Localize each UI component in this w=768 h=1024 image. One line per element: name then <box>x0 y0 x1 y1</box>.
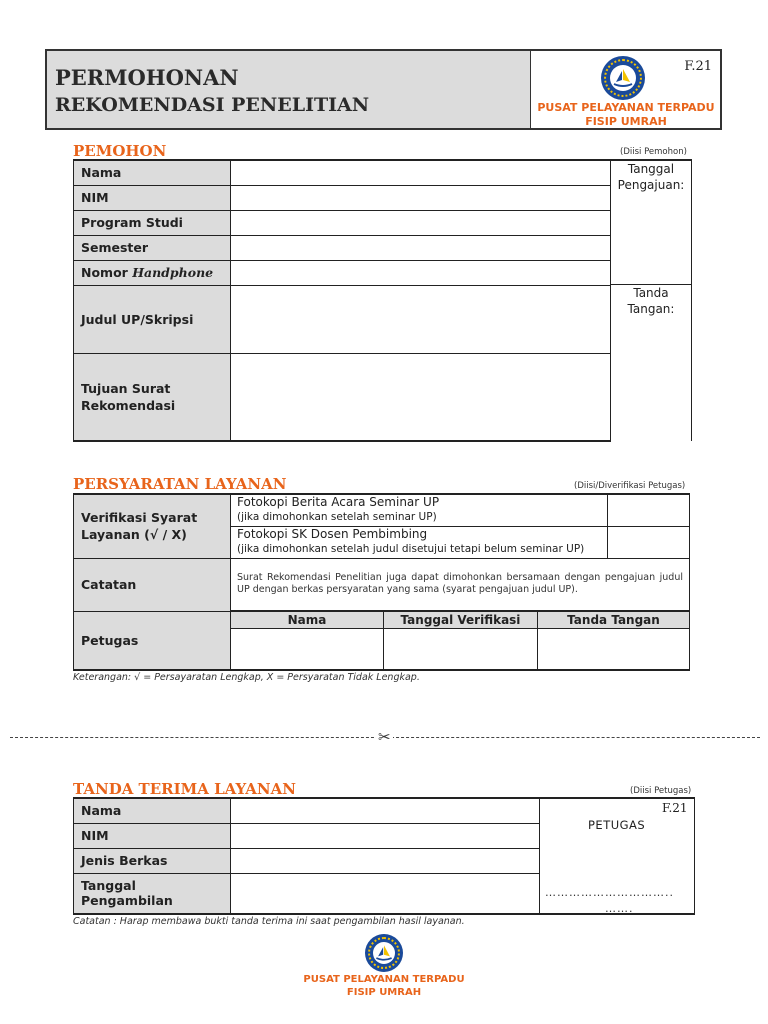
tanggal-pengajuan-label <box>610 161 692 193</box>
label-tujuan <box>74 353 231 441</box>
keterangan-note: Keterangan: √ = Persayaratan Lengkap, X = Persyaratan Tidak Lengkap. <box>73 672 420 683</box>
requirement-item-1-check[interactable] <box>608 494 690 526</box>
label-terima-nim: NIM <box>74 823 231 848</box>
label-nomor-text: Nomor <box>81 265 133 280</box>
umrah-logo-icon <box>601 56 645 100</box>
petugas-tanggal-field[interactable] <box>384 628 538 670</box>
requirement-item-1 <box>231 494 608 526</box>
page-title: PERMOHONAN <box>55 65 239 90</box>
semester-field[interactable] <box>231 235 611 260</box>
persyaratan-note: (Diisi/Diverifikasi Petugas) <box>574 481 686 491</box>
label-verifikasi-line2: Layanan (√ / X) <box>81 527 187 543</box>
label-nama: Nama <box>74 160 231 185</box>
tanggal-line1: Tanggal <box>627 162 675 176</box>
label-tujuan-line2: Rekomendasi <box>81 397 176 413</box>
catatan-text: Surat Rekomendasi Penelitian juga dapat dimohonkan bersamaan dengan pengajuan judul UP dengan berkas persyaratan yang sama (syarat pengajuan judul UP). <box>231 558 690 611</box>
requirement-item-2 <box>231 526 608 558</box>
petugas-signature-dots: ……. <box>605 902 634 915</box>
col-header-tanda-tangan: Tanda Tangan <box>538 611 690 628</box>
judul-field[interactable] <box>231 285 611 353</box>
org-name-line2: FISIP UMRAH <box>585 115 667 128</box>
requirement-item-2-main: Fotokopi SK Dosen Pembimbing <box>237 527 428 541</box>
section-title-tanda-terima: TANDA TERIMA LAYANAN <box>73 780 296 798</box>
pemohon-table <box>73 159 611 442</box>
requirement-item-2-check[interactable] <box>608 526 690 558</box>
col-header-tanggal-verifikasi: Tanggal Verifikasi <box>384 611 538 628</box>
petugas-signature-field[interactable] <box>545 840 690 884</box>
persyaratan-table <box>73 493 690 671</box>
col-header-nama: Nama <box>231 611 384 628</box>
label-program-studi: Program Studi <box>74 210 231 235</box>
label-semester: Semester <box>74 235 231 260</box>
footer-org-line2: FISIP UMRAH <box>346 987 422 998</box>
terima-nama-field[interactable] <box>231 798 540 823</box>
label-terima-nama: Nama <box>74 798 231 823</box>
section-title-pemohon: PEMOHON <box>73 142 167 160</box>
header-title-block <box>47 51 531 128</box>
footer-org-line1: PUSAT PELAYANAN TERPADU <box>303 974 465 985</box>
tanda-terima-note: (Diisi Petugas) <box>630 786 692 796</box>
program-studi-field[interactable] <box>231 210 611 235</box>
tanda-terima-catatan: Catatan : Harap membawa bukti tanda terima ini saat pengambilan hasil layanan. <box>73 916 465 927</box>
nama-field[interactable] <box>231 160 611 185</box>
label-nomor-handphone <box>74 260 231 285</box>
label-verifikasi <box>74 494 231 558</box>
page-subtitle: REKOMENDASI PENELITIAN <box>55 94 370 116</box>
tanda-line1: Tanda <box>633 286 669 300</box>
nomor-handphone-field[interactable] <box>231 260 611 285</box>
label-handphone-text: Handphone <box>132 265 214 280</box>
label-tujuan-line1: Tujuan Surat <box>81 380 171 396</box>
nim-field[interactable] <box>231 185 611 210</box>
tujuan-field[interactable] <box>231 353 611 441</box>
tanggal-pengambilan-field[interactable] <box>231 873 540 914</box>
tanda-tangan-label <box>610 285 692 317</box>
label-tanggal-pengambilan: Tanggal Pengambilan <box>74 873 231 914</box>
footer-umrah-logo-icon <box>365 934 403 972</box>
jenis-berkas-field[interactable] <box>231 848 540 873</box>
requirement-item-2-sub: (jika dimohonkan setelah judul disetujui tetapi belum seminar UP) <box>237 543 585 555</box>
terima-form-code: F.21 <box>662 801 688 815</box>
terima-nim-field[interactable] <box>231 823 540 848</box>
tanggal-pengajuan-field[interactable] <box>612 200 690 282</box>
label-judul: Judul UP/Skripsi <box>74 285 231 353</box>
scissors-icon: ✂ <box>378 728 391 746</box>
petugas-label: PETUGAS <box>588 818 646 832</box>
label-jenis-berkas: Jenis Berkas <box>74 848 231 873</box>
requirement-item-1-sub: (jika dimohonkan setelah seminar UP) <box>237 511 437 524</box>
form-code: F.21 <box>684 59 712 74</box>
petugas-nama-field[interactable] <box>231 628 384 670</box>
label-petugas: Petugas <box>74 611 231 670</box>
org-name-line1: PUSAT PELAYANAN TERPADU <box>537 101 715 114</box>
label-catatan: Catatan <box>74 558 231 611</box>
header-org-block <box>532 51 720 128</box>
label-nim: NIM <box>74 185 231 210</box>
form-header <box>45 49 722 130</box>
tanda-line2: Tangan: <box>627 302 675 316</box>
label-verifikasi-line1: Verifikasi Syarat <box>81 510 198 526</box>
tanda-terima-table <box>73 797 540 915</box>
requirement-item-1-main: Fotokopi Berita Acara Seminar UP <box>237 495 440 510</box>
pemohon-note: (Diisi Pemohon) <box>620 147 687 157</box>
section-title-persyaratan: PERSYARATAN LAYANAN <box>73 475 287 493</box>
petugas-tanda-field[interactable] <box>538 628 690 670</box>
petugas-signature-line: ………………………….. <box>545 886 674 899</box>
tanggal-line2: Pengajuan: <box>617 178 685 192</box>
tanda-tangan-field[interactable] <box>612 320 690 438</box>
